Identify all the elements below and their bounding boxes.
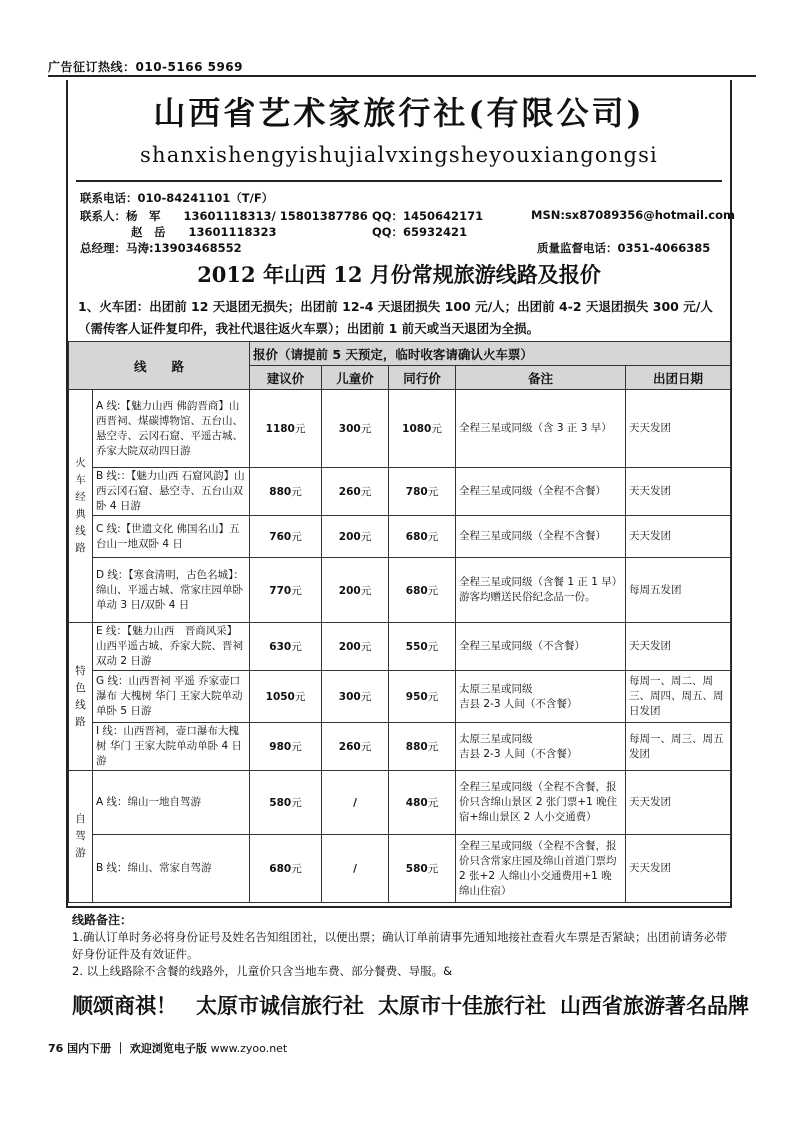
suggested-price: 980元 [250,723,322,771]
peer-price: 680元 [389,558,456,623]
row-note: 太原三星或同级 吉县 2-3 人间（不含餐） [456,671,626,723]
row-note: 全程三星或同级（含 3 正 3 早） [456,390,626,468]
header-quote: 报价（请提前 5 天预定，临时收客请确认火车票） [250,342,731,366]
peer-price: 880元 [389,723,456,771]
footer-website-link[interactable]: www.zyoo.net [210,1042,288,1055]
company-pinyin: shanxishengyishujialvxingsheyouxiangongsi [140,143,658,167]
contact-qq-1: QQ：1450642171 [372,209,484,223]
category-train: 火车经典线路 [69,390,93,623]
row-note: 全程三星或同级（全程不含餐） [456,468,626,516]
remarks-line-2: 2. 以上线路除不含餐的线路外，儿童价只含当地车费、部分餐费、导服。& [72,964,453,978]
table-row [69,835,731,903]
departure-date: 每周一、周二、周三、周四、周五、周日发团 [626,671,731,723]
departure-date: 每周五发团 [626,558,731,623]
top-divider [48,75,756,77]
departure-date: 天天发团 [626,468,731,516]
general-manager: 总经理：马涛:13903468552 [80,241,242,255]
table-row [69,516,731,558]
departure-date: 天天发团 [626,835,731,903]
peer-price: 1080元 [389,390,456,468]
table-row [69,468,731,516]
table-row [69,558,731,623]
suggested-price: 770元 [250,558,322,623]
header-departure: 出团日期 [626,366,731,390]
header-child-price: 儿童价 [322,366,389,390]
suggested-price: 1050元 [250,671,322,723]
table-row [69,623,731,671]
category-self-drive: 自驾游 [69,771,93,903]
departure-date: 天天发团 [626,390,731,468]
peer-price: 680元 [389,516,456,558]
table-row [69,723,731,771]
child-price: 200元 [322,516,389,558]
row-note: 全程三星或同级（全程不含餐，报价只含绵山景区 2 张门票+1 晚住宿+绵山景区 2 人小交通费） [456,771,626,835]
peer-price: 780元 [389,468,456,516]
remarks-line-1: 1.确认订单时务必将身份证号及姓名告知组团社，以便出票；确认订单前请事先通知地接社查看火车票是否紧缺；出团前请务必带好身份证件及有效证件。 [72,930,727,961]
route-name: B 线：绵山、常家自驾游 [93,835,250,903]
train-cancellation-policy: 1、火车团：出团前 12 天退团无损失；出团前 12-4 天退团损失 100 元/人；出团前 4-2 天退团损失 300 元/人（需传客人证件复印件，我社代退往返火车票）；出团前 1 前天或当天退团为全损。 [78,299,713,336]
title-divider [76,180,722,182]
peer-price: 550元 [389,623,456,671]
route-remarks [72,912,728,980]
contact-phone: 联系电话：010-84241101（T/F） [80,191,274,205]
route-name: G 线：山西晋祠 平遥 乔家壶口瀑布 大槐树 华门 王家大院单动单卧 5 日游 [93,671,250,723]
slogan-integrity-agency: 太原市诚信旅行社 [196,993,364,1018]
route-name: C 线:【世遗文化 佛国名山】五台山一地双卧 4 日 [93,516,250,558]
table-row [69,671,731,723]
company-name: 山西省艺术家旅行社(有限公司) [153,94,645,132]
route-name: A 线：绵山一地自驾游 [93,771,250,835]
departure-date: 天天发团 [626,623,731,671]
departure-date: 每周一、周三、周五发团 [626,723,731,771]
route-name: E 线：【魅力山西 晋商风采】山西平遥古城、乔家大院、晋祠双动 2 日游 [93,623,250,671]
table-row [69,390,731,468]
remarks-heading: 线路备注： [72,913,133,927]
suggested-price: 580元 [250,771,322,835]
suggested-price: 630元 [250,623,322,671]
header-peer-price: 同行价 [389,366,456,390]
suggested-price: 1180元 [250,390,322,468]
child-price: 300元 [322,671,389,723]
suggested-price: 880元 [250,468,322,516]
contact-qq-2: QQ：65932421 [372,225,468,239]
child-price: / [322,771,389,835]
child-price: 200元 [322,623,389,671]
child-price: 200元 [322,558,389,623]
peer-price: 480元 [389,771,456,835]
departure-date: 天天发团 [626,516,731,558]
row-note: 太原三星或同级 吉县 2-3 人间（不含餐） [456,723,626,771]
route-name: A 线:【魅力山西 佛韵晋商】山西晋祠、煤碳博物馆、五台山、悬空寺、云冈石窟、平遥古城、乔家大院双动四日游 [93,390,250,468]
page-number: 76 [48,1042,64,1055]
ad-hotline: 广告征订热线：010-5166 5969 [48,60,244,74]
footer-label: 国内下册 ｜ 欢迎浏览电子版 [67,1042,207,1055]
slogan-greeting: 顺颂商祺！ [72,993,177,1018]
route-name: I 线：山西晋祠，壶口瀑布大槐树 华门 王家大院单动单卧 4 日游 [93,723,250,771]
peer-price: 580元 [389,835,456,903]
suggested-price: 760元 [250,516,322,558]
contact-msn: MSN:sx87089356@hotmail.com [531,208,736,222]
route-name: B 线:：【魅力山西 石窟风韵】山西云冈石窟、悬空寺、五台山双卧 4 日游 [93,468,250,516]
table-row [69,771,731,835]
category-special: 特色线路 [69,623,93,771]
child-price: 260元 [322,723,389,771]
quality-hotline: 质量监督电话：0351-4066385 [537,241,711,255]
peer-price: 950元 [389,671,456,723]
row-note: 全程三星或同级（全程不含餐，报价只含常家庄园及绵山首道门票均 2 张+2 人绵山小交通费用+1 晚绵山住宿） [456,835,626,903]
header-note: 备注 [456,366,626,390]
row-note: 全程三星或同级（不含餐） [456,623,626,671]
child-price: / [322,835,389,903]
row-note: 全程三星或同级（全程不含餐） [456,516,626,558]
routes-price-table [68,341,731,903]
header-route: 线 路 [69,342,250,390]
route-name: D 线：【寒食清明，古色名城】：绵山、平遥古城、常家庄园单卧单动 3 日/双卧 4 日 [93,558,250,623]
child-price: 300元 [322,390,389,468]
header-suggested-price: 建议价 [250,366,322,390]
departure-date: 天天发团 [626,771,731,835]
slogan-famous-brand: 山西省旅游著名品牌 [560,993,749,1018]
contact-person-2: 赵 岳 13601118323 [131,225,277,239]
child-price: 260元 [322,468,389,516]
page-footer [48,1040,287,1056]
main-title: 2012 年山西 12 月份常规旅游线路及报价 [197,262,601,287]
row-note: 全程三星或同级（含餐 1 正 1 早）游客均赠送民俗纪念品一份。 [456,558,626,623]
suggested-price: 680元 [250,835,322,903]
contact-person-1: 联系人：杨 军 13601118313/ 15801387786 [80,209,368,223]
slogan-top-ten-agency: 太原市十佳旅行社 [378,993,546,1018]
